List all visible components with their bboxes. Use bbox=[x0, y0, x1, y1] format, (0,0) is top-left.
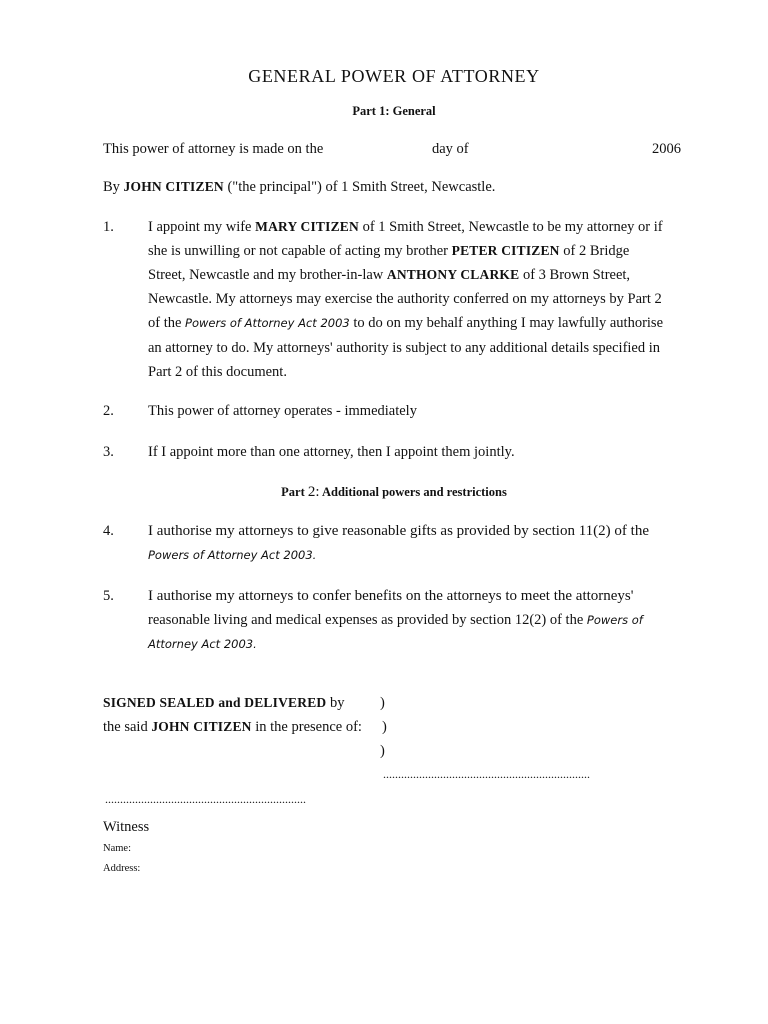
part2-heading bbox=[0, 484, 768, 501]
act-title: Powers of Attorney Act 2003 bbox=[185, 316, 350, 330]
intro-made-on: This power of attorney is made on the bbox=[103, 141, 324, 157]
text: to do on my behalf anything I may lawfully authorise bbox=[353, 315, 664, 331]
principal-signature-line: ..................................................................... bbox=[383, 767, 590, 781]
witness-label: Witness bbox=[103, 819, 150, 835]
item-1-line-5 bbox=[148, 315, 663, 332]
text: of 3 Brown Street, bbox=[522, 267, 631, 283]
item-4-line-1: I authorise my attorneys to give reasonable gifts as provided by section 11(2) of the bbox=[148, 523, 649, 539]
item-5-line-1: I authorise my attorneys to confer benefits on the attorneys to meet the attorneys' bbox=[148, 588, 634, 604]
item-4-number: 4. bbox=[103, 523, 114, 539]
paren-3: ) bbox=[380, 743, 385, 759]
item-3-text: If I appoint more than one attorney, then I appoint them jointly. bbox=[148, 444, 515, 460]
text: of 1 Smith Street, Newcastle to be my attorney or if bbox=[362, 219, 663, 235]
item-3-number: 3. bbox=[103, 444, 114, 460]
signed-sealed-delivered: SIGNED SEALED and DELIVERED bbox=[103, 695, 327, 710]
item-1-line-2 bbox=[148, 243, 629, 260]
attorney-name-anthony: ANTHONY CLARKE bbox=[386, 267, 520, 282]
item-1-line-7: Part 2 of this document. bbox=[148, 364, 287, 380]
item-2-number: 2. bbox=[103, 403, 114, 419]
item-5-line-2 bbox=[148, 612, 643, 629]
item-1-line-3 bbox=[148, 267, 630, 284]
witness-name-label: Name: bbox=[103, 843, 131, 854]
part2-number: 2: bbox=[307, 484, 320, 500]
principal-line bbox=[103, 179, 495, 196]
item-4-act-title: Powers of Attorney Act 2003. bbox=[148, 548, 317, 562]
attorney-name-peter: PETER CITIZEN bbox=[451, 243, 560, 258]
attorney-name-mary: MARY CITIZEN bbox=[255, 219, 359, 234]
witness-address-label: Address: bbox=[103, 863, 141, 874]
the-said-line bbox=[103, 719, 362, 736]
text: Additional powers and restrictions bbox=[321, 485, 507, 499]
item-5-number: 5. bbox=[103, 588, 114, 604]
principal-name-signing: JOHN CITIZEN bbox=[151, 719, 252, 734]
witness-signature-line: ................................................................... bbox=[105, 792, 306, 806]
text: Street, Newcastle and my brother-in-law bbox=[148, 267, 384, 283]
text: reasonable living and medical expenses as provided by section 12(2) of the bbox=[148, 612, 584, 628]
document-title: GENERAL POWER OF ATTORNEY bbox=[248, 66, 540, 86]
text: she is unwilling or not capable of acting my brother bbox=[148, 243, 448, 259]
item-1-line-1 bbox=[148, 219, 663, 236]
signed-sealed-line bbox=[103, 695, 344, 712]
item-2-text: This power of attorney operates - immediately bbox=[148, 403, 417, 419]
part1-heading: Part 1: General bbox=[352, 104, 436, 118]
text: of 2 Bridge bbox=[563, 243, 630, 259]
text: the said bbox=[103, 719, 148, 735]
item-1-line-4: Newcastle. My attorneys may exercise the authority conferred on my attorneys by Part 2 bbox=[148, 291, 662, 307]
item-5-act-title: Attorney Act 2003. bbox=[148, 637, 257, 651]
text: of the bbox=[148, 315, 182, 331]
text: in the presence of: bbox=[255, 719, 362, 735]
text: Part bbox=[281, 485, 305, 499]
act-title: Powers of bbox=[586, 613, 643, 627]
text: by bbox=[329, 695, 345, 711]
intro-year: 2006 bbox=[652, 141, 681, 157]
item-1-number: 1. bbox=[103, 219, 114, 235]
text: I appoint my wife bbox=[148, 219, 252, 235]
principal-name: JOHN CITIZEN bbox=[123, 179, 224, 194]
by-word: By bbox=[103, 179, 120, 195]
paren-1: ) bbox=[380, 695, 385, 711]
principal-details: ("the principal") of 1 Smith Street, Newcastle. bbox=[227, 179, 496, 195]
paren-2: ) bbox=[382, 719, 387, 735]
intro-day-of: day of bbox=[432, 141, 469, 157]
item-1-line-6: an attorney to do. My attorneys' authority is subject to any additional details specified in bbox=[148, 340, 661, 356]
